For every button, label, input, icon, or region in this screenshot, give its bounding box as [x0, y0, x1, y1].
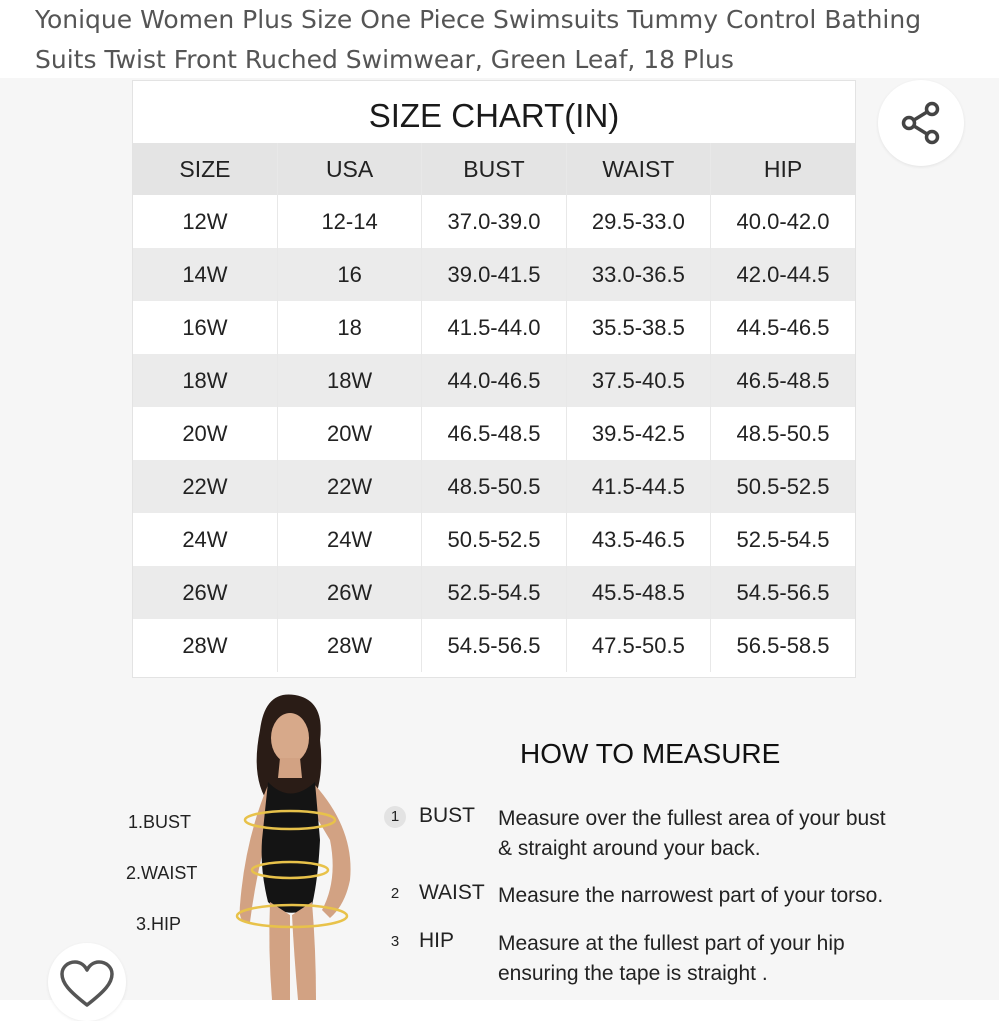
step-number: 3 [390, 933, 400, 950]
table-cell: 24W [277, 513, 421, 566]
product-title: Yonique Women Plus Size One Piece Swimsuits Tummy Control Bathing Suits Twist Front Ruched Swimwear, Green Leaf, 18 Plus [35, 5, 922, 74]
measure-description: Measure at the fullest part of your hip ensuring the tape is straight . [498, 932, 845, 985]
share-icon [897, 99, 945, 147]
measure-description: Measure the narrowest part of your torso. [498, 884, 884, 907]
table-cell: 42.0-44.5 [711, 248, 855, 301]
table-cell: 39.5-42.5 [566, 407, 710, 460]
measure-description: Measure over the fullest area of your bust & straight around your back. [498, 807, 886, 860]
measure-part: HIP [419, 929, 455, 952]
table-cell: 46.5-48.5 [422, 407, 566, 460]
table-cell: 33.0-36.5 [566, 248, 710, 301]
table-cell: 54.5-56.5 [711, 566, 855, 619]
share-button[interactable] [878, 80, 964, 166]
table-cell: 37.0-39.0 [422, 195, 566, 248]
table-cell: 39.0-41.5 [422, 248, 566, 301]
how-to-measure-title: HOW TO MEASURE [520, 738, 781, 769]
table-row [133, 248, 855, 301]
table-cell: 28W [277, 619, 421, 672]
column-header: USA [277, 143, 421, 195]
size-table-header-row [133, 143, 855, 195]
table-cell: 18 [277, 301, 421, 354]
table-cell: 22W [133, 460, 277, 513]
table-cell: 52.5-54.5 [711, 513, 855, 566]
hip-label: 3.HIP [136, 914, 182, 934]
column-header: WAIST [566, 143, 710, 195]
size-chart [132, 80, 856, 678]
table-cell: 24W [133, 513, 277, 566]
table-cell: 12-14 [277, 195, 421, 248]
table-row [133, 513, 855, 566]
table-cell: 43.5-46.5 [566, 513, 710, 566]
table-cell: 50.5-52.5 [711, 460, 855, 513]
table-cell: 48.5-50.5 [422, 460, 566, 513]
table-cell: 44.0-46.5 [422, 354, 566, 407]
table-cell: 18W [277, 354, 421, 407]
table-cell: 52.5-54.5 [422, 566, 566, 619]
table-cell: 37.5-40.5 [566, 354, 710, 407]
table-row [133, 195, 855, 248]
measure-part: WAIST [419, 881, 485, 904]
heart-icon [57, 959, 117, 1009]
table-cell: 16W [133, 301, 277, 354]
table-cell: 16 [277, 248, 421, 301]
table-row [133, 566, 855, 619]
table-cell: 26W [277, 566, 421, 619]
table-cell: 56.5-58.5 [711, 619, 855, 672]
table-cell: 50.5-52.5 [422, 513, 566, 566]
table-cell: 45.5-48.5 [566, 566, 710, 619]
size-chart-title: SIZE CHART(IN) [368, 97, 620, 134]
table-cell: 20W [277, 407, 421, 460]
table-cell: 47.5-50.5 [566, 619, 710, 672]
table-cell: 54.5-56.5 [422, 619, 566, 672]
table-row [133, 301, 855, 354]
model-figure-illustration [190, 690, 390, 1000]
table-row [133, 619, 855, 672]
table-cell: 26W [133, 566, 277, 619]
table-cell: 46.5-48.5 [711, 354, 855, 407]
table-cell: 44.5-46.5 [711, 301, 855, 354]
table-cell: 18W [133, 354, 277, 407]
table-row [133, 354, 855, 407]
table-cell: 28W [133, 619, 277, 672]
table-cell: 41.5-44.5 [566, 460, 710, 513]
table-cell: 40.0-42.0 [711, 195, 855, 248]
bust-label: 1.BUST [128, 812, 192, 832]
wishlist-button[interactable] [48, 943, 126, 1021]
table-cell: 12W [133, 195, 277, 248]
table-cell: 48.5-50.5 [711, 407, 855, 460]
table-row [133, 407, 855, 460]
step-number: 2 [390, 885, 400, 902]
table-cell: 41.5-44.0 [422, 301, 566, 354]
table-cell: 35.5-38.5 [566, 301, 710, 354]
measure-part: BUST [419, 804, 476, 827]
table-cell: 14W [133, 248, 277, 301]
size-table [133, 143, 855, 672]
waist-label: 2.WAIST [126, 863, 198, 883]
column-header: HIP [711, 143, 855, 195]
column-header: SIZE [133, 143, 277, 195]
table-cell: 20W [133, 407, 277, 460]
column-header: BUST [422, 143, 566, 195]
step-number: 1 [384, 806, 406, 828]
table-cell: 22W [277, 460, 421, 513]
table-cell: 29.5-33.0 [566, 195, 710, 248]
table-row [133, 460, 855, 513]
